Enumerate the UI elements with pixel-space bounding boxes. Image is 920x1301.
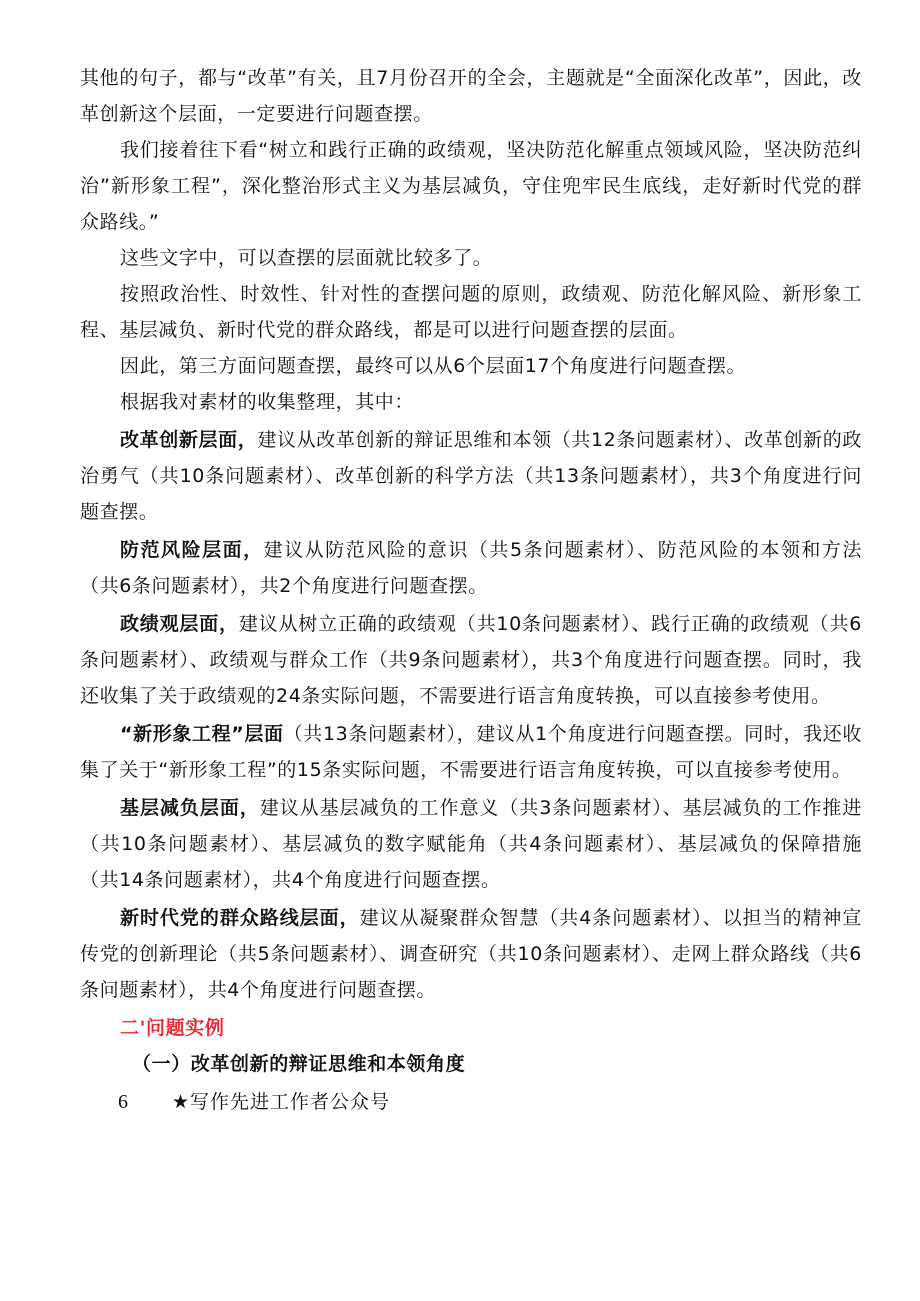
subsection-heading: （一）改革创新的辩证思维和本领角度 xyxy=(132,1053,466,1075)
layer-new-image-project xyxy=(80,716,862,788)
layer-title: 基层减负层面， xyxy=(120,797,260,819)
paragraph-6: 根据我对素材的收集整理，其中： xyxy=(120,391,415,413)
section-heading: 二'问题实例 xyxy=(120,1017,225,1039)
paragraph-4: 按照政治性、时效性、针对性的查摆问题的原则，政绩观、防范化解风险、新形象工程、基层减负、新时代党的群众路线，都是可以进行问题查摆的层面。 xyxy=(80,283,862,341)
layer-grassroots-burden xyxy=(80,790,862,898)
layer-mass-line xyxy=(80,900,862,1008)
layer-title: 政绩观层面， xyxy=(120,613,239,635)
layer-reform-innovation xyxy=(80,422,862,530)
layer-title: 新时代党的群众路线层面， xyxy=(120,907,360,929)
paragraph-3: 这些文字中，可以查摆的层面就比较多了。 xyxy=(120,247,493,269)
layer-title: 改革创新层面， xyxy=(120,429,258,451)
layer-performance-view xyxy=(80,606,862,714)
layer-text: 建议从防范风险的意识（共5条问题素材）、防范风险的本领和方法（共6条问题素材），共2个角度进行问题查摆。 xyxy=(80,539,863,597)
paragraph-1: 其他的句子，都与“改革”有关，且7月份召开的全会，主题就是“全面深化改革”，因此，改革创新这个层面，一定要进行问题查摆。 xyxy=(80,67,862,125)
layer-text: 建议从凝聚群众智慧（共4条问题素材）、以担当的精神宣传党的创新理论（共5条问题素材）、调查研究（共10条问题素材）、走网上群众路线（共6条问题素材），共4个角度进行问题查摆。 xyxy=(80,907,862,1001)
layer-text: （共13条问题素材），建议从1个角度进行问题查摆。同时，我还收集了关于“新形象工程”的15条实际问题，不需要进行语言角度转换，可以直接参考使用。 xyxy=(80,723,862,781)
footer-text: ★写作先进工作者公众号 xyxy=(172,1091,391,1113)
paragraph-2: 我们接着往下看“树立和践行正确的政绩观，坚决防范化解重点领域风险，坚决防范纠治”新形象工程”，深化整治形式主义为基层减负，守住兜牢民生底线，走好新时代党的群众路线。” xyxy=(80,139,862,233)
paragraph-5: 因此，第三方面问题查摆，最终可以从6个层面17个角度进行问题查摆。 xyxy=(120,355,747,377)
layer-text: 建议从树立正确的政绩观（共10条问题素材）、践行正确的政绩观（共6条问题素材）、政绩观与群众工作（共9条问题素材），共3个角度进行问题查摆。同时，我还收集了关于政绩观的24条实际问题，不需要进行语言角度转换，可以直接参考使用。 xyxy=(80,613,862,707)
layer-risk-prevention xyxy=(80,532,862,604)
layer-text: 建议从改革创新的辩证思维和本领（共12条问题素材）、改革创新的政治勇气（共10条问题素材）、改革创新的科学方法（共13条问题素材），共3个角度进行问题查摆。 xyxy=(80,429,862,523)
text-column xyxy=(80,60,862,1120)
layer-text: 建议从基层减负的工作意义（共3条问题素材）、基层减负的工作推进（共10条问题素材）、基层减负的数字赋能角（共4条问题素材）、基层减负的保障措施（共14条问题素材），共4个角度进行问题查摆。 xyxy=(80,797,862,891)
page-number: 6 xyxy=(118,1091,128,1113)
page-footer xyxy=(80,1084,862,1120)
layer-title: 防范风险层面， xyxy=(120,539,264,561)
layer-title: “新形象工程”层面 xyxy=(120,723,284,745)
